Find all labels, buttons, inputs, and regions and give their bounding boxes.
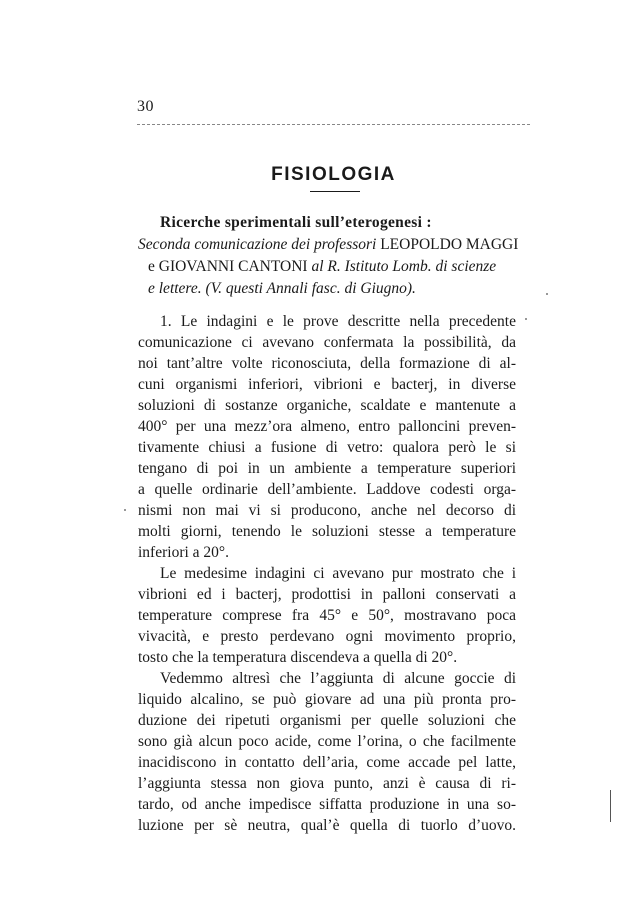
scan-speck	[546, 293, 548, 295]
paragraph-line: Vedemmo altresì che l’aggiunta di alcune goccie di	[160, 670, 516, 687]
byline-italic: Seconda comunicazione dei professori	[138, 236, 377, 253]
paragraph-line: sono già alcun poco acide, come l’orina, o che facilmente	[138, 733, 516, 750]
section-title: FISIOLOGIA	[271, 164, 396, 185]
paragraph-line: vivacità, e presto perdevano ogni movimento proprio,	[138, 628, 516, 645]
paragraph-line: cuni organismi inferiori, vibrioni e bacterj, in diverse	[138, 376, 516, 393]
paragraph-line: l’aggiunta stessa non giova punto, anzi è causa di ri-	[138, 775, 516, 792]
title-underline	[310, 191, 360, 192]
paragraph-line: Le medesime indagini ci avevano pur mostrato che i	[160, 565, 516, 582]
paragraph-line: a quelle ordinarie dell’ambiente. Laddove codesti orga-	[138, 481, 516, 498]
paragraph-line: tengano di poi in un ambiente a temperature superiori	[138, 460, 516, 477]
paragraph-line: tosto che la temperatura discendeva a quella di 20°.	[138, 649, 458, 666]
paragraph-line: molti giorni, tenendo le soluzioni stesse a temperature	[138, 523, 516, 540]
paragraph-line: liquido alcalino, se può giovare ad una più pronta pro-	[138, 691, 516, 708]
byline-ref: V. questi Annali fasc. di Giugno	[210, 280, 407, 297]
paragraph-line: inferiori a 20°.	[138, 544, 229, 561]
paragraph-line: 400° per una mezz’ora almeno, entro palloncini preven-	[138, 418, 516, 435]
paragraph-line: luzione per sè neutra, qual’è quella di tuorlo d’uovo.	[138, 817, 516, 834]
paragraph-line: vibrioni ed i bacterj, prodottisi in palloni conservati a	[138, 586, 516, 603]
byline-author: LEOPOLDO MAGGI	[376, 236, 519, 253]
article-title: Ricerche sperimentali sull’eterogenesi :	[160, 214, 432, 231]
paragraph-line: inacidiscono in contatto dell’aria, come accade pel latte,	[138, 754, 516, 771]
article-byline-2	[148, 257, 496, 277]
byline-ref-close: ).	[406, 280, 416, 297]
scan-speck	[525, 318, 527, 320]
paragraph-line: duzione dei ripetuti organismi per quelle soluzioni che	[138, 712, 516, 729]
paragraph-line: 1. Le indagini e le prove descritte nella precedente	[160, 313, 516, 330]
paragraph-line: soluzioni di sostanze organiche, scaldate e mantenute a	[138, 397, 516, 414]
paragraph-line: tivamente chiusi a fusione di vetro: qualora però le si	[138, 439, 516, 456]
scan-edge-mark	[610, 790, 611, 822]
page-number: 30	[137, 98, 154, 115]
paragraph-line: temperature comprese fra 45° e 50°, mostravano poca	[138, 607, 516, 624]
byline-institution: al R. Istituto Lomb. di scienze	[311, 258, 497, 275]
paragraph-line: noi tant’altre volte riconosciuta, della formazione di al-	[138, 355, 516, 372]
article-byline-1	[138, 235, 518, 255]
byline-author: e GIOVANNI CANTONI	[148, 258, 312, 275]
byline-ref-open: e lettere. (	[148, 280, 211, 297]
header-rule	[137, 124, 530, 125]
paragraph-line: tardo, od anche impedisce siffatta produzione in una so-	[138, 796, 516, 813]
scan-speck	[124, 509, 126, 511]
paragraph-line: nismi non mai vi si producono, anche nel decorso di	[138, 502, 516, 519]
article-byline-3	[148, 279, 416, 299]
paragraph-line: comunicazione ci avevano confermata la possibilità, da	[138, 334, 516, 351]
